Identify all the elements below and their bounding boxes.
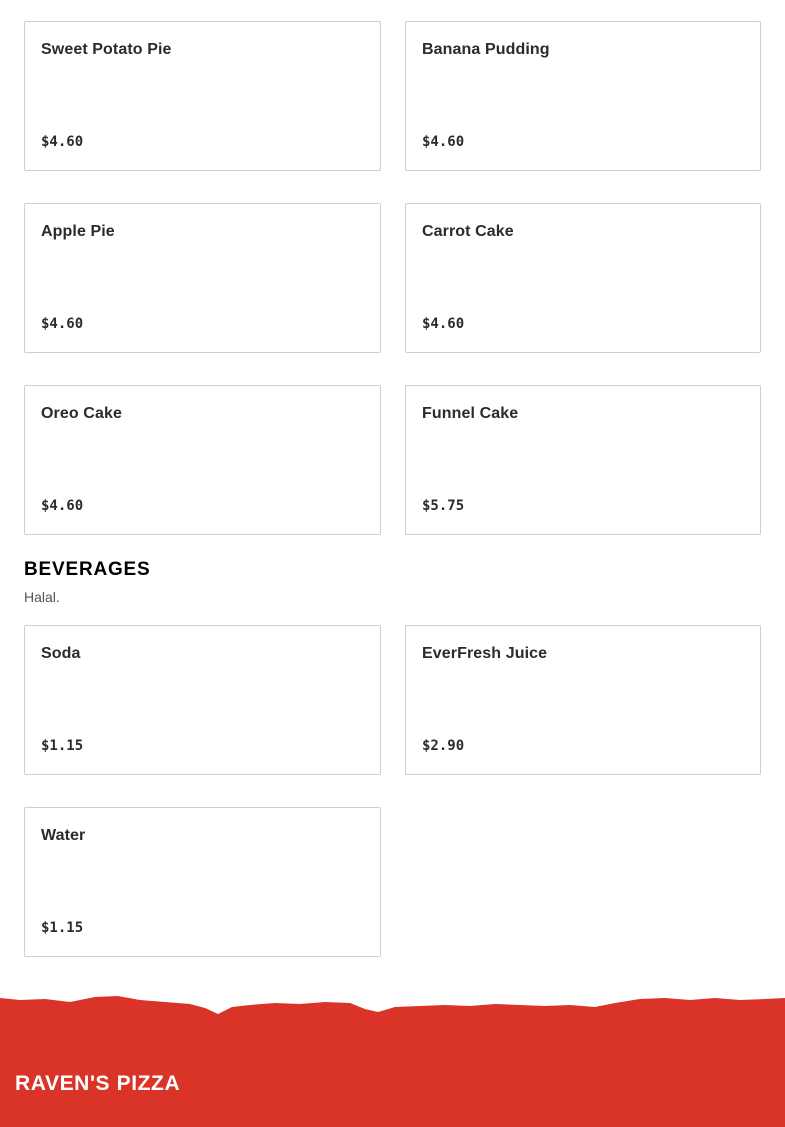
menu-item-card[interactable]: [24, 807, 381, 957]
menu-item-card[interactable]: [405, 21, 761, 171]
menu-item-name: Water: [41, 827, 86, 844]
footer-brand[interactable]: RAVEN'S PIZZA: [15, 1072, 181, 1095]
section-note: Halal.: [24, 589, 60, 605]
menu-item-name: Soda: [41, 645, 81, 662]
menu-item-card[interactable]: [24, 21, 381, 171]
menu-item-card[interactable]: [405, 385, 761, 535]
menu-item-name: Sweet Potato Pie: [41, 41, 172, 58]
menu-item-price: $1.15: [41, 920, 84, 936]
menu-item-card[interactable]: [24, 625, 381, 775]
menu-item-card[interactable]: [24, 203, 381, 353]
desserts-grid: [24, 21, 761, 535]
menu-item-price: $4.60: [41, 498, 84, 514]
menu-item-name: EverFresh Juice: [422, 645, 548, 662]
site-footer: [0, 990, 785, 1127]
menu-item-price: $4.60: [422, 316, 465, 332]
menu-item-price: $5.75: [422, 498, 465, 514]
section-title-beverages: BEVERAGES: [24, 559, 151, 580]
menu-item-name: Oreo Cake: [41, 405, 122, 422]
menu-item-name: Carrot Cake: [422, 223, 514, 240]
torn-edge-footer-background: [0, 990, 785, 1127]
menu-item-price: $4.60: [41, 316, 84, 332]
menu-item-name: Banana Pudding: [422, 41, 550, 58]
menu-item-name: Apple Pie: [41, 223, 115, 240]
menu-item-name: Funnel Cake: [422, 405, 519, 422]
menu-item-price: $4.60: [41, 134, 84, 150]
menu-item-price: $4.60: [422, 134, 465, 150]
beverages-grid: [24, 625, 761, 957]
menu-item-card[interactable]: [405, 625, 761, 775]
menu-item-price: $2.90: [422, 738, 465, 754]
menu-item-price: $1.15: [41, 738, 84, 754]
menu-item-card[interactable]: [24, 385, 381, 535]
menu-item-card[interactable]: [405, 203, 761, 353]
